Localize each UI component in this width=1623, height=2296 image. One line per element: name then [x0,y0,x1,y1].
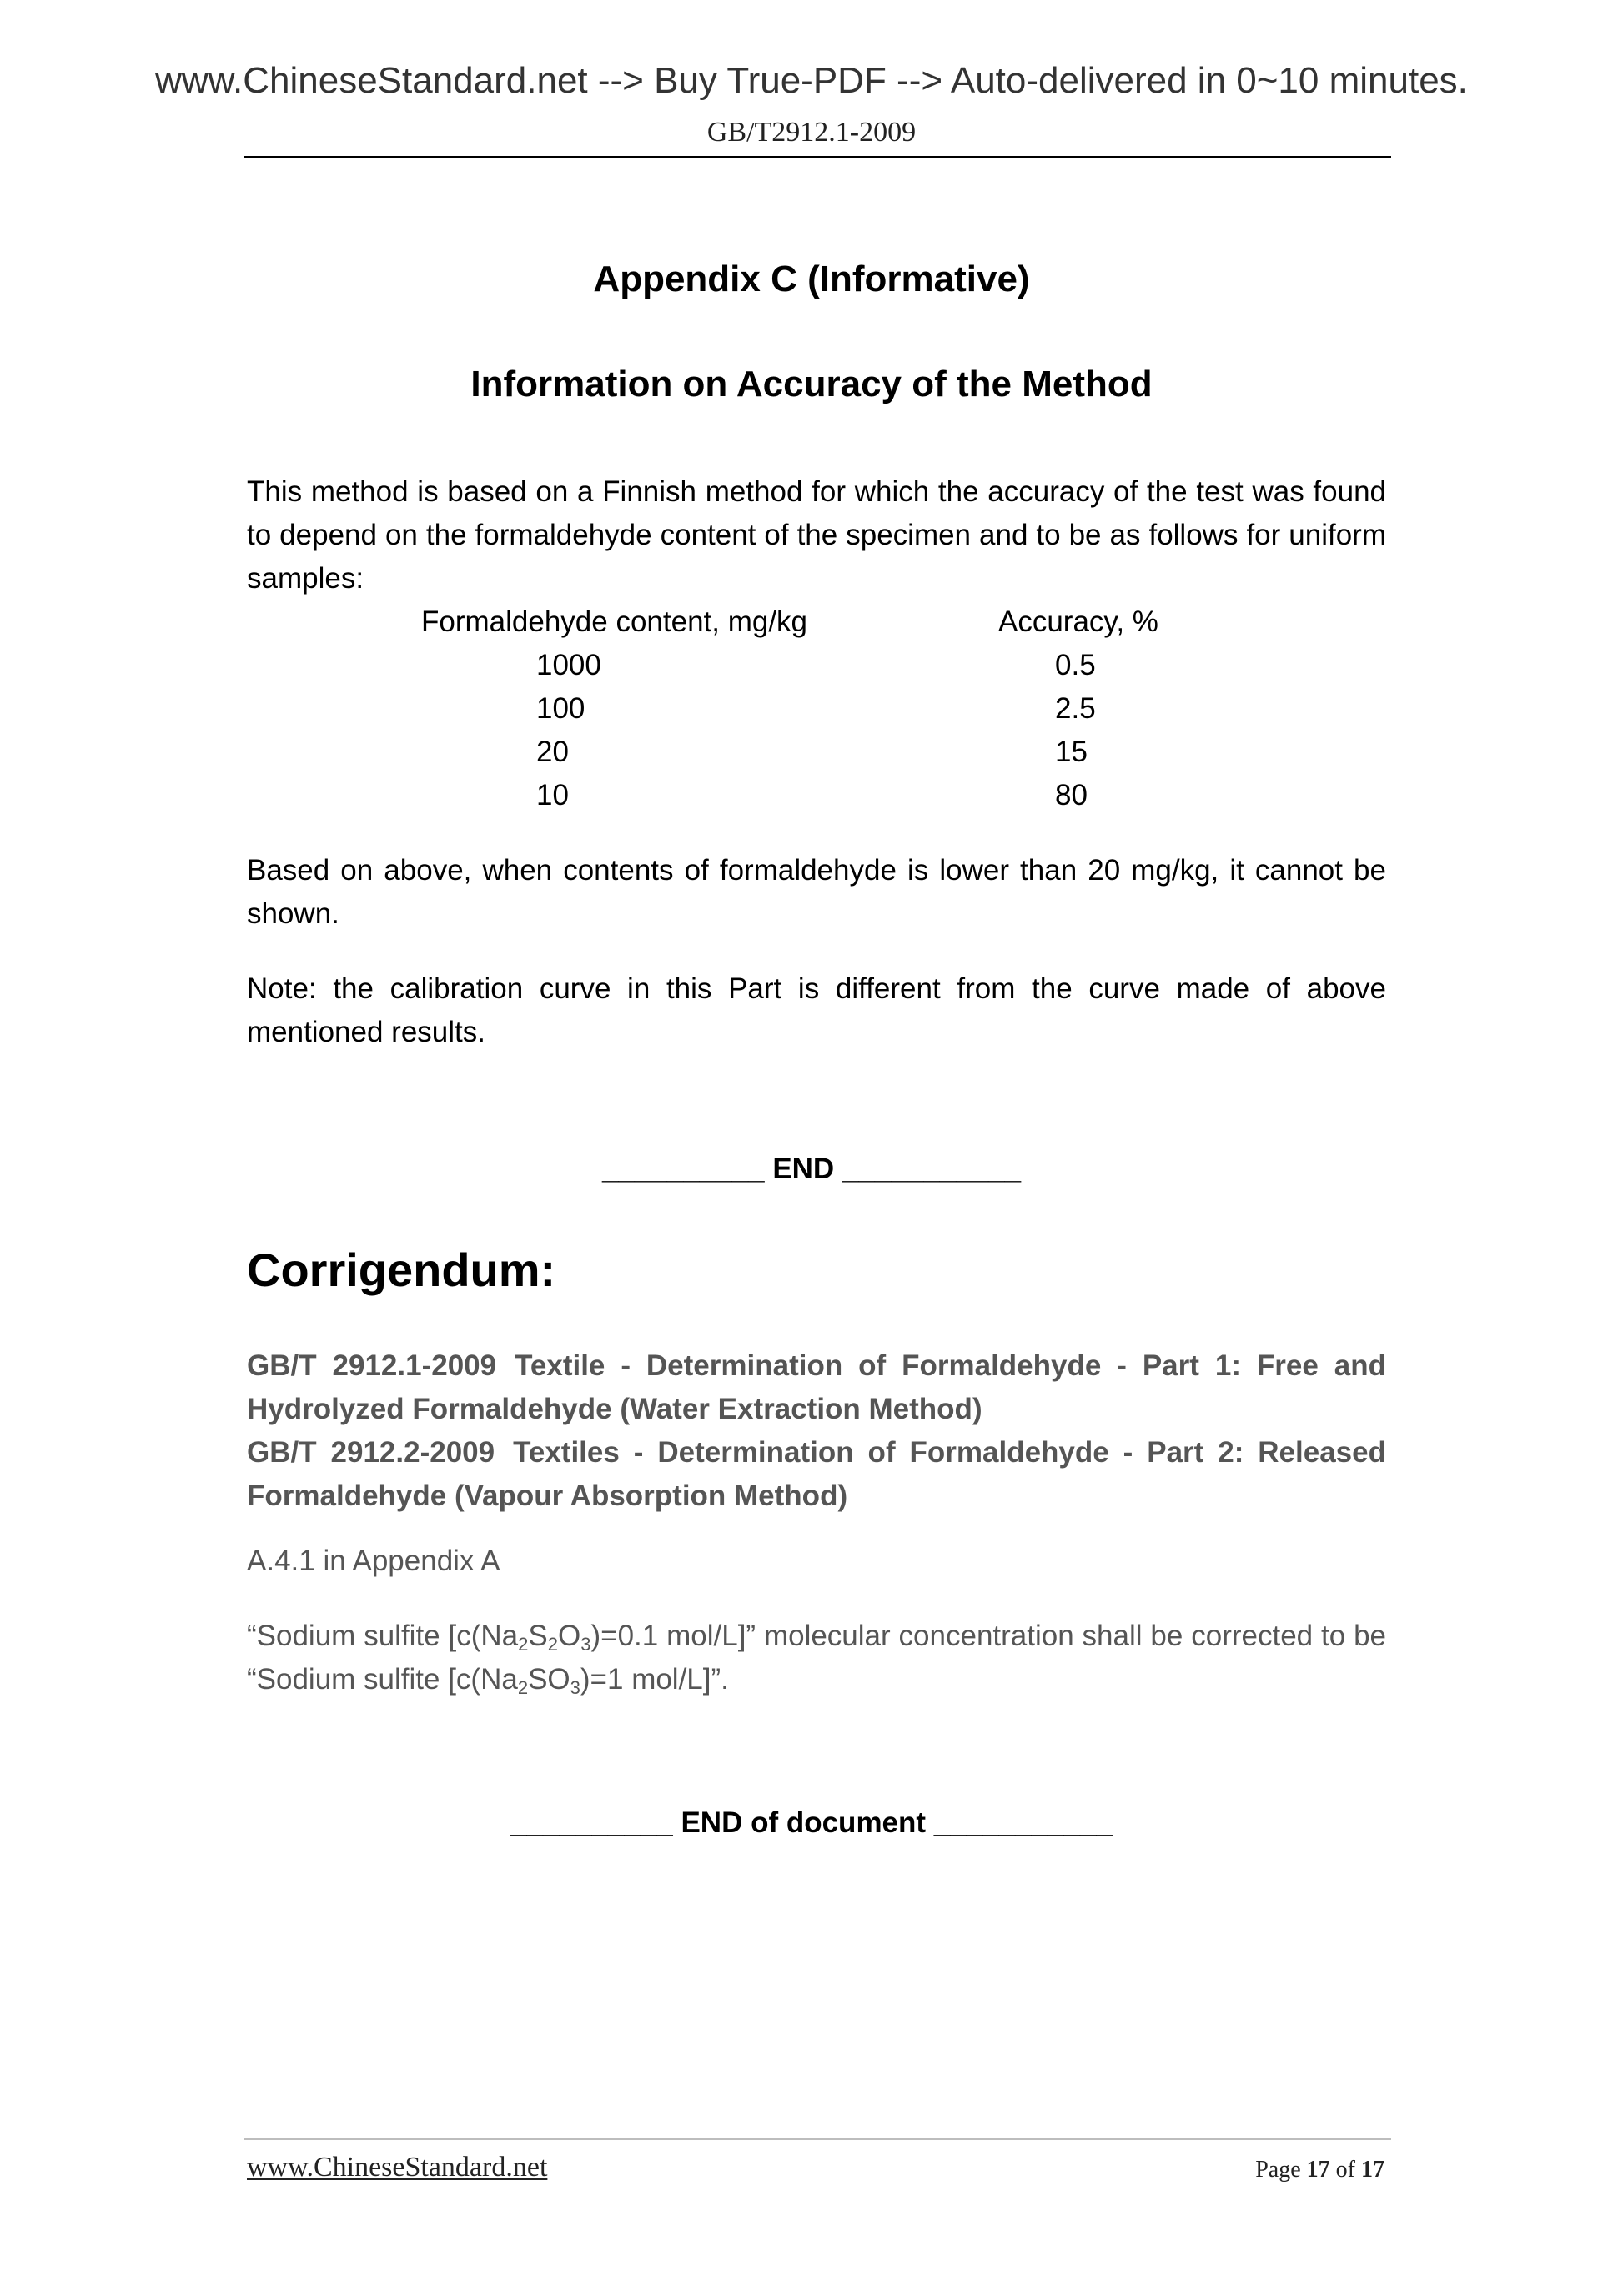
page-number: Page 17 of 17 [1255,2157,1384,2183]
table-header-content: Formaldehyde content, mg/kg [421,605,808,638]
corrigendum-ref-part1 [247,1344,1386,1431]
table-cell: 2.5 [1055,692,1096,725]
intro-paragraph: This method is based on a Finnish method for which the accuracy of the test was found to depend on the formaldehyde content of the specimen and to be as follows for uniform samples: [247,475,1386,595]
header-divider [244,156,1391,158]
table-cell: 1000 [536,649,601,681]
ref-title: Textile - Determination of Formaldehyde - Part 1: Free and Hydrolyzed Formaldehyde (Water Extraction Method) [247,1349,1386,1425]
top-banner[interactable]: www.ChineseStandard.net --> Buy True-PDF --> Auto-delivered in 0~10 minutes. [155,60,1468,101]
table-cell: 20 [536,736,569,768]
table-cell: 80 [1055,779,1088,811]
conclusion-paragraph: Based on above, when contents of formaldehyde is lower than 20 mg/kg, it cannot be shown. [247,854,1386,930]
appendix-subtitle: Information on Accuracy of the Method [470,364,1153,404]
footer-divider [244,2138,1391,2140]
appendix-end-marker: __________ END ___________ [601,1153,1022,1185]
table-cell: 15 [1055,736,1088,768]
document-code: GB/T2912.1-2009 [706,117,917,148]
corrigendum-clause: A.4.1 in Appendix A [247,1545,500,1577]
corrigendum-ref-part2 [247,1431,1386,1518]
table-header-accuracy: Accuracy, % [998,605,1158,638]
table-cell: 100 [536,692,585,725]
ref-number: GB/T 2912.1-2009 [247,1349,497,1382]
corrigendum-title: Corrigendum: [247,1243,556,1296]
corrigendum-correction: “Sodium sulfite [$c(Na_2S_2O_3)=0.1$ mol/L]” molecular concentration shall be corrected to be “Sodium sulfite [$c(Na_2SO_3)=1$ mol/L]”. [247,1620,1386,1698]
document-end-marker: __________ END of document ___________ [510,1806,1113,1839]
table-cell: 0.5 [1055,649,1096,681]
ref-title: Textiles - Determination of Formaldehyde - Part 2: Released Formaldehyde (Vapour Absorption Method) [247,1436,1386,1512]
ref-number: GB/T 2912.2-2009 [247,1436,495,1469]
table-cell: 10 [536,779,569,811]
appendix-title: Appendix C (Informative) [593,259,1030,299]
note-paragraph: Note: the calibration curve in this Part is different from the curve made of above mentioned results. [247,972,1386,1048]
footer-site-link[interactable]: www.ChineseStandard.net [247,2152,548,2183]
